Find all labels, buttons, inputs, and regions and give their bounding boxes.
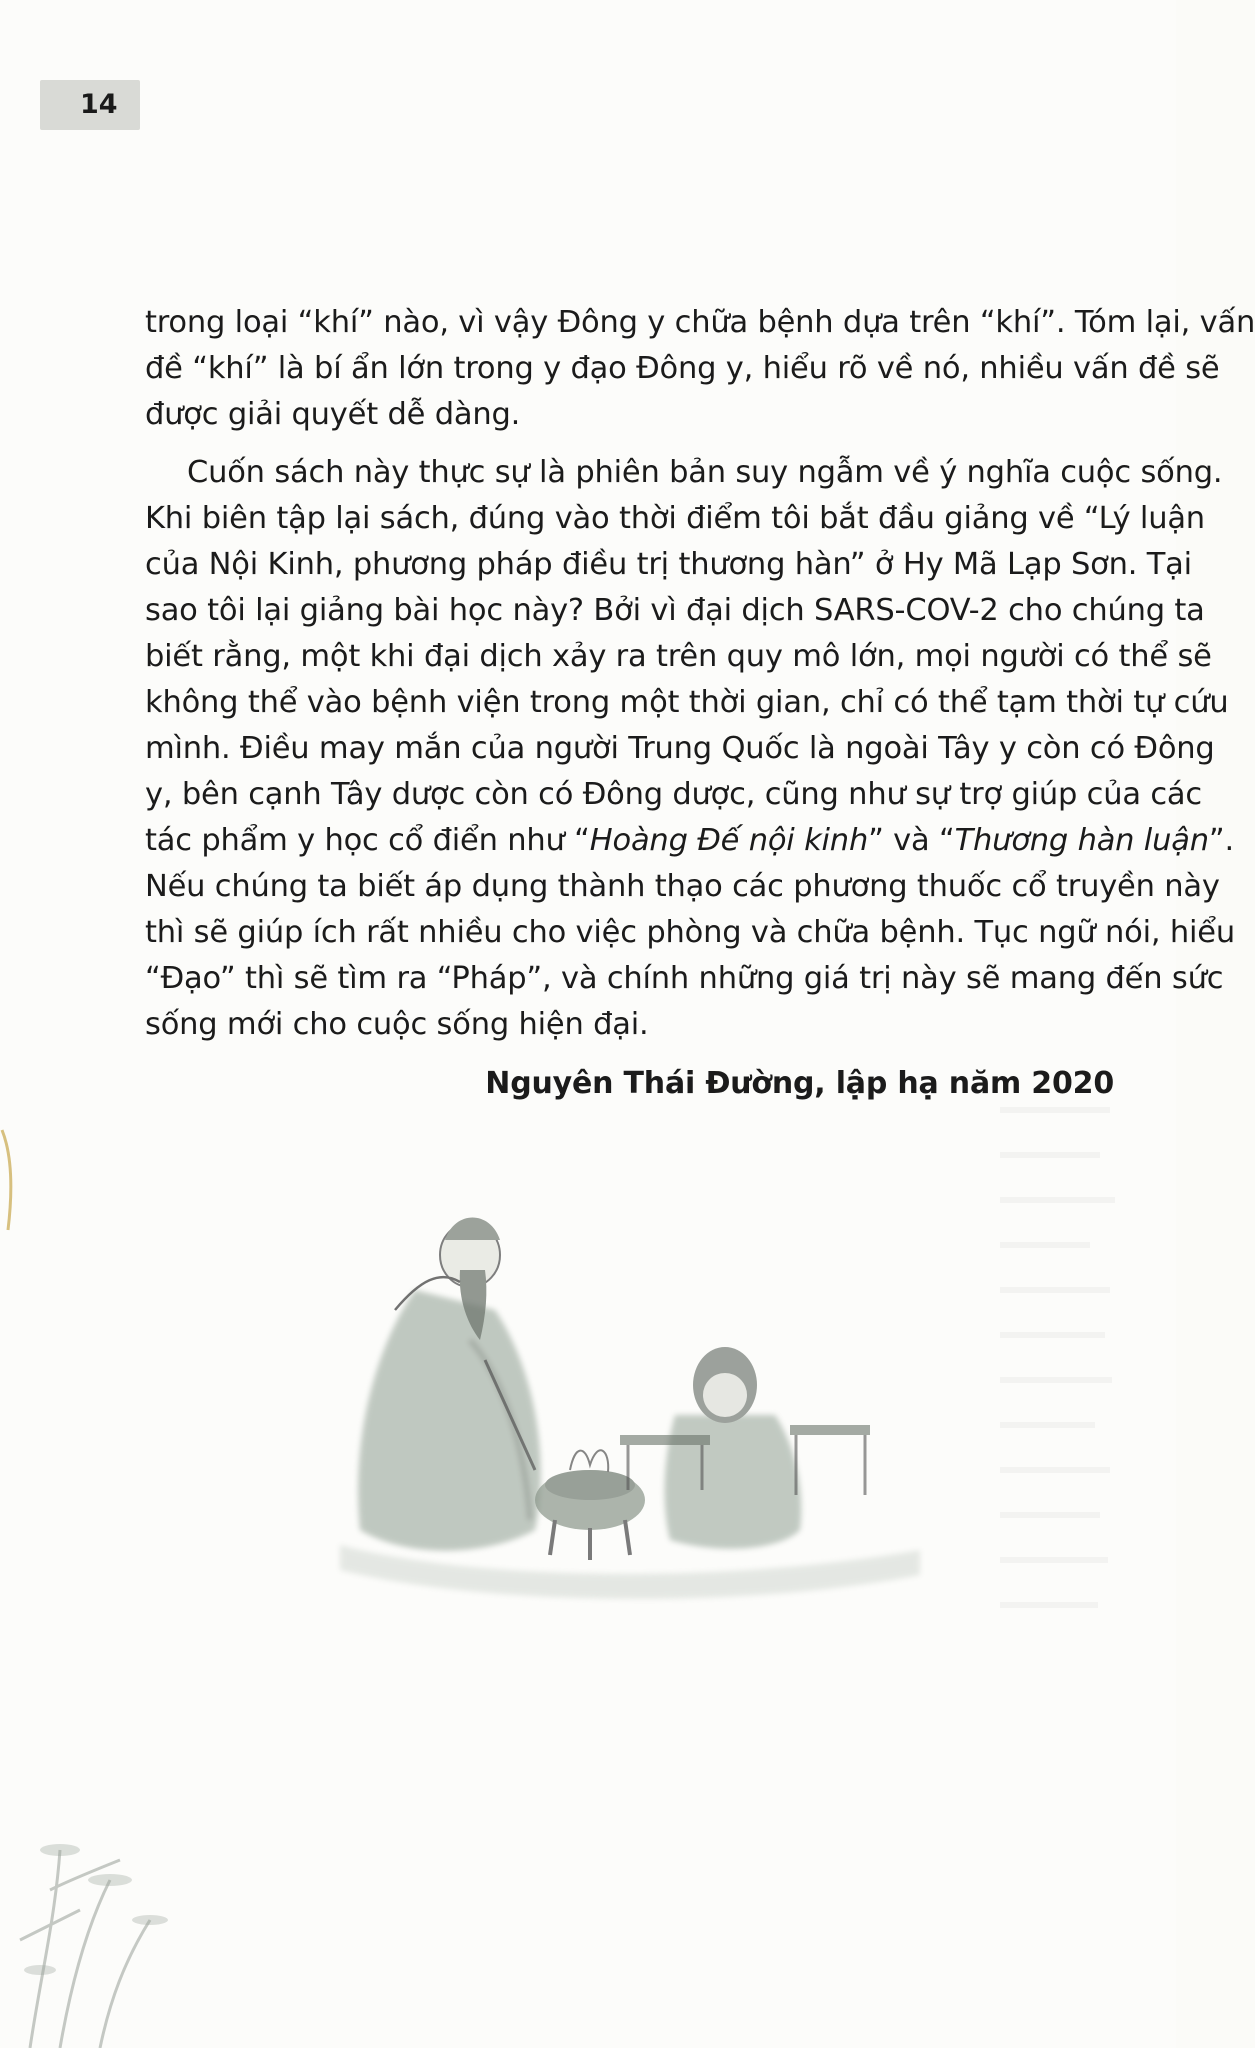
signature-line: Nguyên Thái Đường, lập hạ năm 2020 — [485, 1066, 1114, 1101]
bleed-through-lines — [1000, 1100, 1120, 1700]
text-line: Khi biên tập lại sách, đúng vào thời điểm tôi bắt đầu giảng về “Lý luận — [145, 501, 1205, 536]
text-line-with-titles — [145, 818, 1234, 864]
paper-edge-mark — [0, 1120, 30, 1240]
text-line: Cuốn sách này thực sự là phiên bản suy ngẫm về ý nghĩa cuộc sống. — [187, 455, 1223, 490]
text-line: Nếu chúng ta biết áp dụng thành thạo các phương thuốc cổ truyền này — [145, 869, 1220, 904]
book-title: Thương hàn luận — [954, 823, 1209, 858]
text-line: của Nội Kinh, phương pháp điều trị thương hàn” ở Hy Mã Lạp Sơn. Tại — [145, 547, 1192, 582]
text-line: sống mới cho cuộc sống hiện đại. — [145, 1007, 649, 1042]
text-line: biết rằng, một khi đại dịch xảy ra trên quy mô lớn, mọi người có thể sẽ — [145, 639, 1212, 674]
paragraph-2 — [145, 450, 1235, 1048]
text-line: đề “khí” là bí ẩn lớn trong y đạo Đông y, hiểu rõ về nó, nhiều vấn đề sẽ — [145, 351, 1220, 386]
text-fragment: ”. — [1208, 823, 1234, 858]
paragraph-1 — [145, 300, 1255, 438]
book-title: Hoàng Đế nội kinh — [589, 823, 869, 858]
text-line: thì sẽ giúp ích rất nhiều cho việc phòng và chữa bệnh. Tục ngữ nói, hiểu — [145, 915, 1235, 950]
page-number-tab — [40, 80, 140, 130]
ink-wash-illustration — [320, 1200, 940, 1620]
text-fragment: tác phẩm y học cổ điển như “ — [145, 823, 590, 858]
text-line: “Đạo” thì sẽ tìm ra “Pháp”, và chính những giá trị này sẽ mang đến sức — [145, 961, 1224, 996]
text-line: trong loại “khí” nào, vì vậy Đông y chữa bệnh dựa trên “khí”. Tóm lại, vấn — [145, 305, 1255, 340]
text-line: không thể vào bệnh viện trong một thời gian, chỉ có thể tạm thời tự cứu — [145, 685, 1229, 720]
text-fragment: ” và “ — [868, 823, 955, 858]
text-line: mình. Điều may mắn của người Trung Quốc là ngoài Tây y còn có Đông — [145, 731, 1215, 766]
page-number: 14 — [80, 89, 118, 120]
corner-ink-wash — [0, 1720, 260, 2048]
text-line: y, bên cạnh Tây dược còn có Đông dược, cũng như sự trợ giúp của các — [145, 777, 1202, 812]
text-line: được giải quyết dễ dàng. — [145, 397, 521, 432]
body-text — [145, 300, 1255, 1048]
text-line: sao tôi lại giảng bài học này? Bởi vì đại dịch SARS-COV-2 cho chúng ta — [145, 593, 1205, 628]
